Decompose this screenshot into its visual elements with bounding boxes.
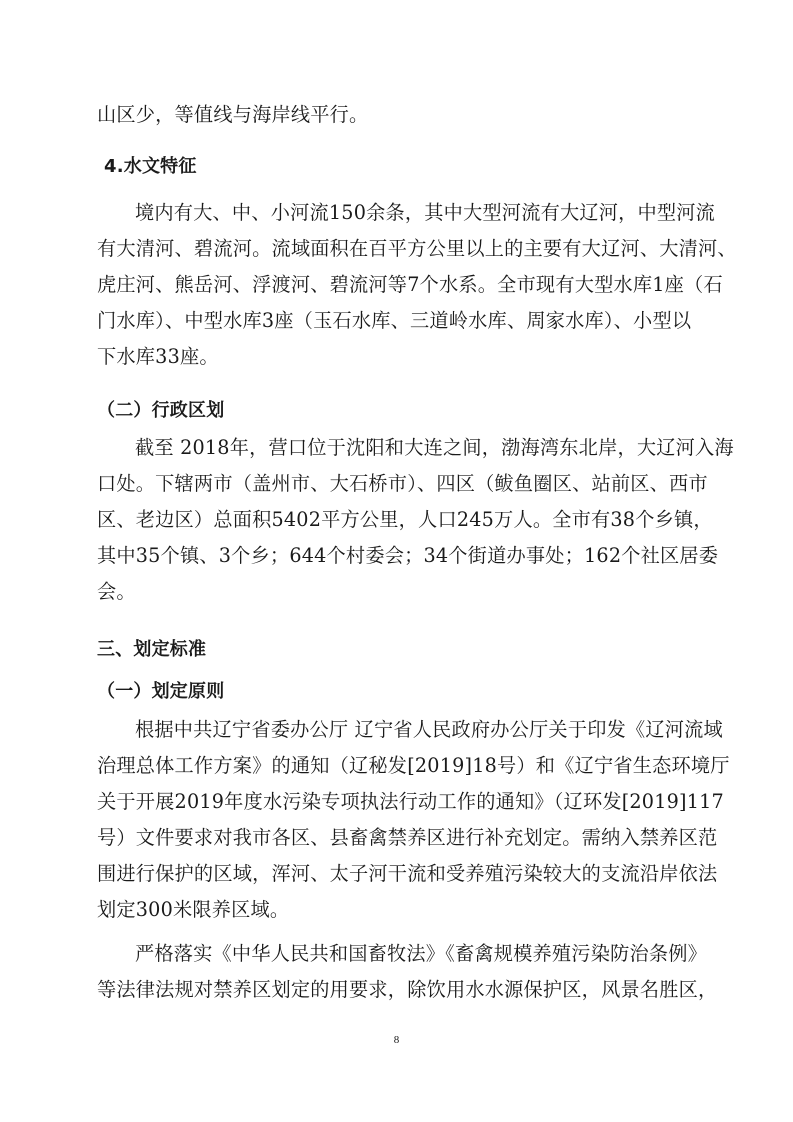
body-text-line: 治理总体工作方案》的通知（辽秘发[2019]18号）和《辽宁省生态环境厅	[97, 754, 730, 777]
body-text-line: 有大清河、碧流河。流域面积在百平方公里以上的主要有大辽河、大清河、	[97, 237, 737, 260]
paragraph-first-line: 境内有大、中、小河流150余条，其中大型河流有大辽河，中型河流	[135, 201, 716, 224]
section-heading-principles: （一）划定原则	[97, 681, 225, 702]
body-text-line: 围进行保护的区域，浑河、太子河干流和受养殖污染较大的支流沿岸依法	[97, 862, 718, 885]
body-text-line: 下水库33座。	[97, 345, 219, 368]
paragraph-first-line: 根据中共辽宁省委办公厅 辽宁省人民政府办公厅关于印发《辽河流域	[135, 718, 723, 741]
body-text-line: 会。	[97, 580, 136, 603]
body-text-line: 其中35个镇、3个乡；644个村委会；34个街道办事处；162个社区居委	[97, 544, 719, 567]
body-text-line: 关于开展2019年度水污染专项执法行动工作的通知》（辽环发[2019]117	[97, 790, 724, 813]
body-text-line: 山区少，等值线与海岸线平行。	[97, 103, 369, 126]
body-text-line: 口处。下辖两市（盖州市、大石桥市）、四区（鲅鱼圈区、站前区、西市	[97, 472, 708, 495]
body-text-line: 门水库）、中型水库3座（玉石水库、三道岭水库、周家水库）、小型以	[97, 309, 692, 332]
body-text-line: 等法律法规对禁养区划定的用要求，除饮用水水源保护区，风景名胜区，	[97, 978, 718, 1001]
body-text-line: 区、老边区）总面积5402平方公里，人口245万人。全市有38个乡镇，	[97, 508, 713, 531]
page-number: 8	[393, 1034, 400, 1046]
body-text-line: 划定300米限养区域。	[97, 898, 290, 921]
section-heading-administrative: （二）行政区划	[97, 400, 225, 421]
body-text-line: 虎庄河、熊岳河、浮渡河、碧流河等7个水系。全市现有大型水库1座（石	[97, 273, 723, 296]
paragraph-first-line: 严格落实《中华人民共和国畜牧法》《畜禽规模养殖污染防治条例》	[135, 942, 708, 965]
chapter-heading-standards: 三、划定标准	[97, 639, 207, 660]
section-heading-hydrology: 4.水文特征	[104, 156, 197, 177]
paragraph-first-line: 截至 2018年，营口位于沈阳和大连之间，渤海湾东北岸，大辽河入海	[135, 436, 734, 459]
body-text-line: 号）文件要求对我市各区、县畜禽禁养区进行补充划定。需纳入禁养区范	[97, 826, 718, 849]
